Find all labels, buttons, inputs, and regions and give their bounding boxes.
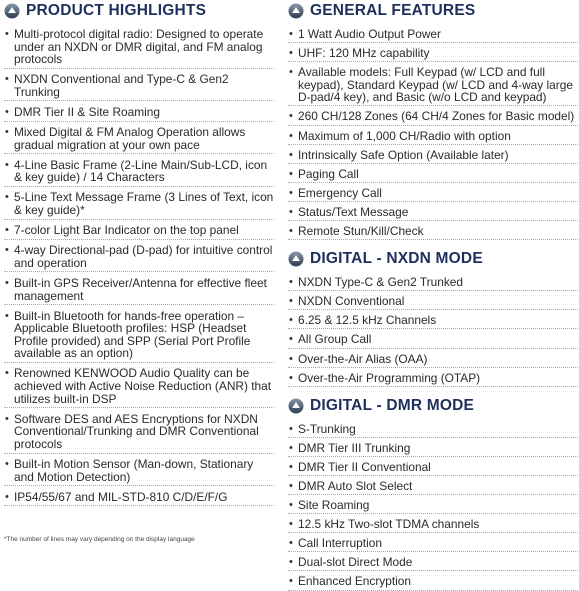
digital-nxdn-header <box>288 248 578 270</box>
list-item: • 4-Line Basic Frame (2-Line Main/Sub-LCD, icon & key guide) / 14 Characters <box>4 159 274 187</box>
list-item: • 1 Watt Audio Output Power <box>288 28 578 43</box>
section-title: DIGITAL - DMR MODE <box>310 396 475 414</box>
list-item: • 4-way Directional-pad (D-pad) for intuitive control and operation <box>4 244 274 272</box>
list-item: • Paging Call <box>288 168 578 183</box>
left-column <box>4 0 274 511</box>
section-title: PRODUCT HIGHLIGHTS <box>26 2 207 19</box>
section-title: DIGITAL - NXDN MODE <box>310 250 483 268</box>
product-highlights-list <box>4 28 274 506</box>
section-bullet-icon <box>288 3 304 19</box>
digital-dmr-header <box>288 395 578 417</box>
list-item: • Enhanced Encryption <box>288 575 578 590</box>
list-item: • DMR Tier II & Site Roaming <box>4 106 274 122</box>
list-item: • Over-the-Air Programming (OTAP) <box>288 372 578 387</box>
general-features-header <box>288 0 578 22</box>
digital-dmr-list <box>288 423 578 591</box>
list-item: • Dual-slot Direct Mode <box>288 556 578 571</box>
product-highlights-header <box>4 0 274 22</box>
list-item: • Renowned KENWOOD Audio Quality can be achieved with Active Noise Reduction (ANR) that utilizes built-in DSP <box>4 367 274 408</box>
list-item: • Available models: Full Keypad (w/ LCD and full keypad), Standard Keypad (w/ LCD and 4-way large D-pad/4 key), and Basic (w/o LCD and keypad) <box>288 66 578 106</box>
list-item: • DMR Tier II Conventional <box>288 461 578 476</box>
list-item: • Maximum of 1,000 CH/Radio with option <box>288 130 578 145</box>
list-item: • NXDN Conventional <box>288 295 578 310</box>
list-item: • Call Interruption <box>288 537 578 552</box>
list-item: • Built-in Bluetooth for hands-free operation – Applicable Bluetooth profiles: HSP (Headset Profile provided) and SPP (Serial Port Profile available as an option) <box>4 310 274 363</box>
section-bullet-icon <box>288 251 304 267</box>
list-item: • 12.5 kHz Two-slot TDMA channels <box>288 518 578 533</box>
list-item: • Emergency Call <box>288 187 578 202</box>
general-features-list <box>288 28 578 240</box>
list-item: • All Group Call <box>288 333 578 348</box>
list-item: • 5-Line Text Message Frame (3 Lines of Text, icon & key guide)* <box>4 191 274 219</box>
list-item: • Built-in GPS Receiver/Antenna for effective fleet management <box>4 277 274 305</box>
list-item: • Intrinsically Safe Option (Available later) <box>288 149 578 164</box>
footnote: *The number of lines may vary depending on the display language <box>4 536 195 543</box>
section-title: GENERAL FEATURES <box>310 2 476 19</box>
digital-dmr-section <box>288 395 578 591</box>
list-item: • Mixed Digital & FM Analog Operation allows gradual migration at your own pace <box>4 126 274 154</box>
section-bullet-icon <box>288 398 304 414</box>
list-item: • Built-in Motion Sensor (Man-down, Stationary and Motion Detection) <box>4 458 274 486</box>
list-item: • 6.25 & 12.5 kHz Channels <box>288 314 578 329</box>
list-item: • NXDN Type-C & Gen2 Trunked <box>288 276 578 291</box>
general-features-section <box>288 0 578 240</box>
list-item: • Software DES and AES Encryptions for NXDN Conventional/Trunking and DMR Conventional protocols <box>4 413 274 454</box>
list-item: • S-Trunking <box>288 423 578 438</box>
list-item: • Status/Text Message <box>288 206 578 221</box>
list-item: • 7-color Light Bar Indicator on the top panel <box>4 224 274 240</box>
list-item: • Over-the-Air Alias (OAA) <box>288 353 578 368</box>
section-bullet-icon <box>4 3 20 19</box>
list-item: • 260 CH/128 Zones (64 CH/4 Zones for Basic model) <box>288 110 578 125</box>
list-item: • Multi-protocol digital radio: Designed to operate under an NXDN or DMR digital, and FM analog protocols <box>4 28 274 69</box>
list-item: • Remote Stun/Kill/Check <box>288 225 578 240</box>
digital-nxdn-section <box>288 248 578 387</box>
list-item: • DMR Tier III Trunking <box>288 442 578 457</box>
list-item: • DMR Auto Slot Select <box>288 480 578 495</box>
digital-nxdn-list <box>288 276 578 387</box>
list-item: • NXDN Conventional and Type-C & Gen2 Trunking <box>4 73 274 101</box>
list-item: • IP54/55/67 and MIL-STD-810 C/D/E/F/G <box>4 491 274 507</box>
list-item: • Site Roaming <box>288 499 578 514</box>
right-column <box>288 0 578 589</box>
list-item: • UHF: 120 MHz capability <box>288 47 578 62</box>
